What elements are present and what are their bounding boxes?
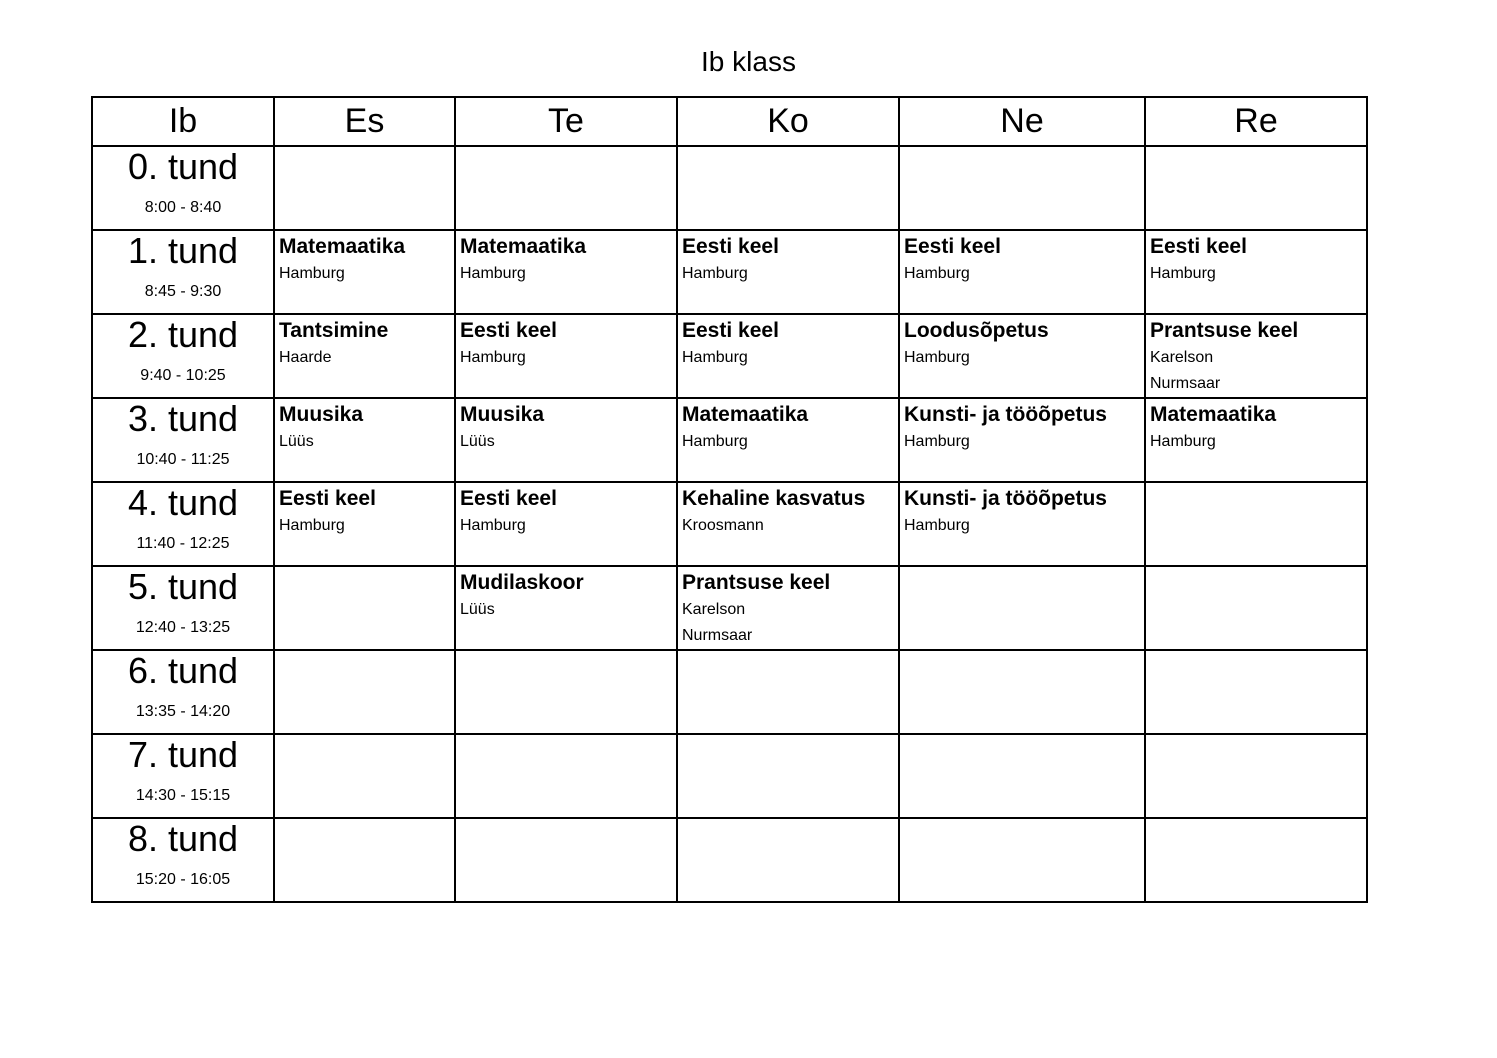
lesson-cell [677, 230, 899, 314]
lesson-teacher: Hamburg [460, 517, 526, 534]
lesson [900, 399, 1144, 455]
lesson [456, 399, 676, 455]
lesson [456, 483, 676, 539]
lesson-teacher: Hamburg [1150, 433, 1216, 450]
lesson-subject: Eesti keel [1150, 235, 1247, 258]
lesson-subject: Matemaatika [460, 235, 587, 258]
lesson-subject: Kehaline kasvatus [682, 487, 866, 510]
lesson-cell [1145, 314, 1367, 398]
lesson-cell [455, 818, 677, 902]
lesson-cell [899, 146, 1145, 230]
period-name: 2. tund [127, 314, 239, 355]
period-time: 10:40 - 11:25 [136, 451, 230, 468]
day-header: Te [455, 97, 677, 146]
period-label-cell [92, 146, 274, 230]
lesson-subject: Matemaatika [682, 403, 809, 426]
lesson-cell [455, 314, 677, 398]
lesson-subject: Prantsuse keel [682, 571, 831, 594]
lesson-cell [274, 230, 455, 314]
period-row [92, 146, 1367, 230]
lesson [275, 315, 454, 371]
period-label-cell [92, 818, 274, 902]
lesson [678, 399, 898, 455]
lesson-teacher: Hamburg [904, 265, 970, 282]
period-name: 5. tund [127, 566, 239, 607]
lesson-teacher: Nurmsaar [682, 627, 753, 644]
period-label-cell [92, 398, 274, 482]
lesson-cell [899, 230, 1145, 314]
period-label-cell [92, 650, 274, 734]
lesson-teacher: Hamburg [279, 517, 345, 534]
lesson-cell [455, 146, 677, 230]
lesson [456, 567, 676, 623]
lesson-cell [455, 650, 677, 734]
day-header: Re [1145, 97, 1367, 146]
lesson-cell [274, 734, 455, 818]
period-row [92, 398, 1367, 482]
lesson-cell [1145, 146, 1367, 230]
lesson-teacher: Hamburg [460, 265, 526, 282]
lesson-teacher: Kroosmann [682, 517, 764, 534]
period-time: 8:45 - 9:30 [144, 283, 222, 300]
lesson-cell [1145, 398, 1367, 482]
schedule-table [91, 96, 1368, 903]
lesson-cell [455, 566, 677, 650]
lesson [678, 315, 898, 371]
lesson-subject: Eesti keel [682, 319, 779, 342]
lesson-teacher: Haarde [279, 349, 332, 366]
lesson-teacher: Lüüs [279, 433, 314, 450]
period-time: 8:00 - 8:40 [144, 199, 222, 216]
lesson-cell [1145, 734, 1367, 818]
period-name: 0. tund [127, 146, 239, 187]
period-time: 11:40 - 12:25 [136, 535, 230, 552]
lesson-teacher: Hamburg [1150, 265, 1216, 282]
header-row [92, 97, 1367, 146]
lesson-cell [899, 482, 1145, 566]
lesson [456, 231, 676, 287]
lesson-cell [274, 482, 455, 566]
lesson-cell [899, 566, 1145, 650]
lesson-cell [677, 650, 899, 734]
lesson-cell [677, 314, 899, 398]
lesson [275, 483, 454, 539]
lesson-subject: Eesti keel [460, 319, 557, 342]
period-row [92, 482, 1367, 566]
lesson-subject: Tantsimine [279, 319, 389, 342]
lesson-teacher: Hamburg [904, 349, 970, 366]
period-label-cell [92, 230, 274, 314]
lesson [1146, 315, 1366, 397]
period-label-cell [92, 482, 274, 566]
period-label-cell [92, 566, 274, 650]
period-name: 8. tund [127, 818, 239, 859]
lesson [900, 231, 1144, 287]
lesson-teacher: Karelson [1150, 349, 1214, 366]
lesson-cell [899, 314, 1145, 398]
period-row [92, 650, 1367, 734]
lesson-subject: Muusika [460, 403, 545, 426]
lesson-cell [274, 314, 455, 398]
lesson-teacher: Hamburg [682, 265, 748, 282]
header-corner: Ib [92, 97, 274, 146]
lesson-cell [677, 398, 899, 482]
period-row [92, 230, 1367, 314]
lesson-subject: Eesti keel [682, 235, 779, 258]
period-time: 9:40 - 10:25 [140, 367, 226, 384]
lesson-cell [455, 482, 677, 566]
period-row [92, 566, 1367, 650]
lesson-cell [1145, 818, 1367, 902]
lesson-subject: Eesti keel [279, 487, 376, 510]
period-time: 15:20 - 16:05 [135, 871, 231, 888]
lesson-cell [455, 230, 677, 314]
lesson-subject: Loodusõpetus [904, 319, 1049, 342]
lesson-subject: Eesti keel [460, 487, 557, 510]
period-time: 12:40 - 13:25 [135, 619, 231, 636]
day-header: Ne [899, 97, 1145, 146]
lesson-cell [1145, 650, 1367, 734]
lesson-cell [1145, 482, 1367, 566]
lesson-cell [274, 398, 455, 482]
lesson [1146, 399, 1366, 455]
lesson-subject: Eesti keel [904, 235, 1001, 258]
page-title: Ib klass [701, 46, 796, 77]
lesson-cell [899, 734, 1145, 818]
lesson-subject: Kunsti- ja tööõpetus [904, 403, 1107, 426]
period-time: 13:35 - 14:20 [135, 703, 231, 720]
period-row [92, 734, 1367, 818]
period-row [92, 818, 1367, 902]
lesson-teacher: Hamburg [682, 349, 748, 366]
lesson [900, 315, 1144, 371]
lesson-cell [274, 650, 455, 734]
period-time: 14:30 - 15:15 [135, 787, 231, 804]
lesson-teacher: Hamburg [904, 433, 970, 450]
period-name: 4. tund [127, 482, 239, 523]
day-header: Ko [677, 97, 899, 146]
lesson-cell [455, 398, 677, 482]
period-name: 1. tund [127, 230, 239, 271]
lesson [1146, 231, 1366, 287]
lesson-cell [455, 734, 677, 818]
lesson [900, 483, 1144, 539]
lesson-cell [274, 818, 455, 902]
period-label-cell [92, 734, 274, 818]
lesson-teacher: Nurmsaar [1150, 375, 1221, 392]
lesson-teacher: Lüüs [460, 601, 495, 618]
lesson-subject: Matemaatika [1150, 403, 1277, 426]
lesson-cell [899, 398, 1145, 482]
lesson-cell [677, 734, 899, 818]
lesson-cell [677, 818, 899, 902]
period-name: 3. tund [127, 398, 239, 439]
lesson-subject: Mudilaskoor [460, 571, 584, 594]
lesson [275, 399, 454, 455]
lesson-subject: Prantsuse keel [1150, 319, 1299, 342]
lesson-teacher: Lüüs [460, 433, 495, 450]
lesson-cell [677, 566, 899, 650]
lesson-cell [1145, 230, 1367, 314]
lesson [678, 483, 898, 539]
lesson-cell [1145, 566, 1367, 650]
lesson [275, 231, 454, 287]
lesson-teacher: Hamburg [904, 517, 970, 534]
day-header: Es [274, 97, 455, 146]
lesson-cell [677, 146, 899, 230]
lesson-cell [899, 818, 1145, 902]
lesson-cell [899, 650, 1145, 734]
lesson [678, 231, 898, 287]
lesson-cell [274, 566, 455, 650]
lesson-teacher: Karelson [682, 601, 746, 618]
lesson-teacher: Hamburg [279, 265, 345, 282]
lesson-subject: Matemaatika [279, 235, 406, 258]
lesson-cell [274, 146, 455, 230]
lesson [456, 315, 676, 371]
lesson-subject: Muusika [279, 403, 364, 426]
lesson [678, 567, 898, 649]
period-row [92, 314, 1367, 398]
period-label-cell [92, 314, 274, 398]
period-name: 7. tund [127, 734, 239, 775]
lesson-teacher: Hamburg [682, 433, 748, 450]
lesson-subject: Kunsti- ja tööõpetus [904, 487, 1107, 510]
lesson-cell [677, 482, 899, 566]
period-name: 6. tund [127, 650, 239, 691]
lesson-teacher: Hamburg [460, 349, 526, 366]
